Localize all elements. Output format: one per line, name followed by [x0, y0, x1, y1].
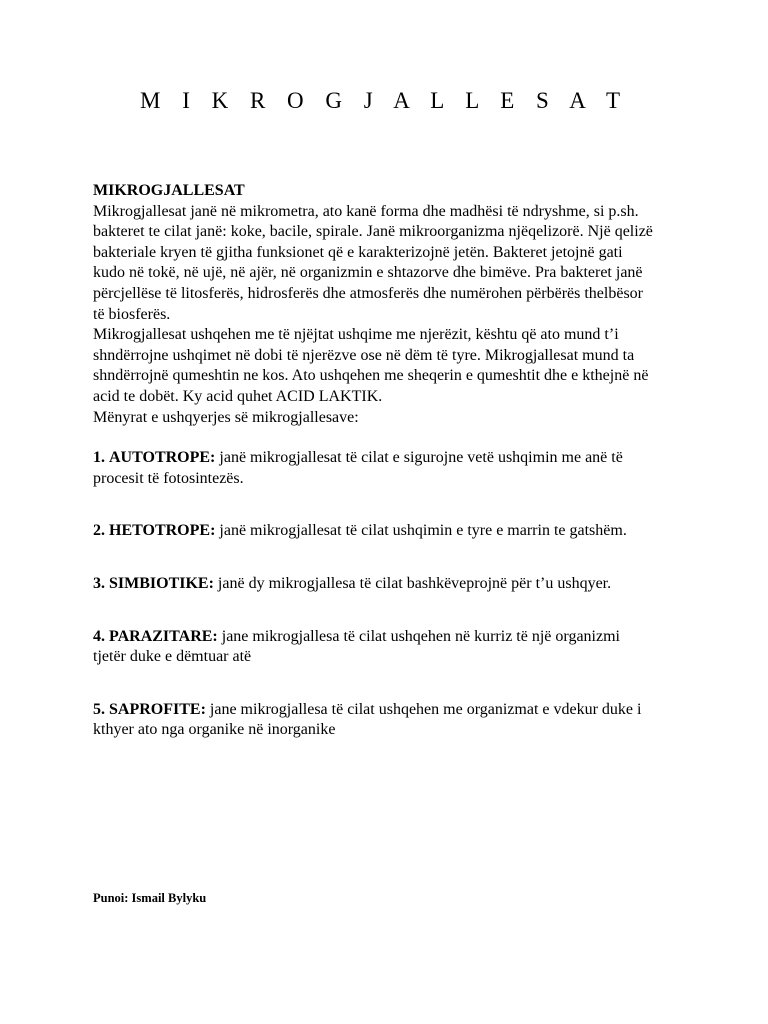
list-item-description: jane mikrogjallesa të cilat ushqehen me organizmat e vdekur duke i kthyer ato nga organike në inorganike [93, 700, 642, 739]
list-item-number: 2. [93, 522, 105, 540]
list-intro: Mënyrat e ushqyerjes së mikrogjallesave: [93, 408, 359, 426]
list-item-term: SIMBIOTIKE: [109, 574, 214, 592]
section-heading: MIKROGJALLESAT [93, 182, 245, 199]
nutrition-types-list [93, 448, 653, 741]
list-item-description: janë mikrogjallesat të cilat ushqimin e tyre e marrin te gatshëm. [219, 522, 627, 540]
list-item-term: PARAZITARE: [109, 627, 218, 645]
list-item-description: jane mikrogjallesa të cilat ushqehen në kurriz të një organizmi tjetër duke e dëmtuar atë [93, 627, 620, 666]
nutrition-paragraph: Mikrogjallesat ushqehen me të njëjtat ushqime me njerëzit, kështu që ato mund t’i shndërrojne ushqimet në dobi të njerëzve ose në dëm të tyre. Mikrogjallesat mund ta shndërrojnë qumeshtin ne kos. Ato ushqehen me sheqerin e qumeshtit dhe e kthejnë në acid te dobët. Ky acid quhet ACID LAKTIK. [93, 326, 649, 405]
list-item-simbiotike [93, 574, 653, 595]
document-body [93, 181, 653, 741]
list-item-number: 3. [93, 574, 105, 592]
list-item-hetotrope [93, 521, 653, 542]
page-title: M I K R O G J A L L E S A T [140, 88, 628, 113]
intro-paragraph: Mikrogjallesat janë në mikrometra, ato kanë forma dhe madhësi të ndryshme, si p.sh. bakteret te cilat janë: koke, bacile, spirale. Janë mikroorganizma njëqelizorë. Një qelizë bakteriale kryen të gjitha funksionet që e karakterizojnë jetën. Bakteret jetojnë gati kudo në tokë, në ujë, në ajër, në organizmin e shtazorve dhe bimëve. Pra bakteret janë përcjellëse të litosferës, hidrosferës dhe atmosferës dhe numërohen përbërës thelbësor të biosferës. [93, 202, 653, 323]
list-item-description: janë dy mikrogjallesa të cilat bashkëveprojnë për t’u ushqyer. [217, 574, 612, 592]
list-item-autotrope [93, 448, 653, 489]
list-item-number: 1. [93, 449, 105, 467]
list-item-term: SAPROFITE: [109, 700, 206, 718]
list-item-number: 5. [93, 700, 105, 718]
list-item-term: AUTOTROPE: [109, 449, 216, 467]
author-signature: Punoi: Ismail Bylyku [93, 891, 207, 905]
list-item-parazitare [93, 627, 653, 668]
list-item-description: janë mikrogjallesat të cilat e sigurojne vetë ushqimin me anë të procesit të fotosintezës. [93, 449, 623, 487]
list-item-term: HETOTROPE: [109, 522, 216, 540]
list-item-saprofite [93, 700, 653, 741]
list-item-number: 4. [93, 627, 105, 645]
